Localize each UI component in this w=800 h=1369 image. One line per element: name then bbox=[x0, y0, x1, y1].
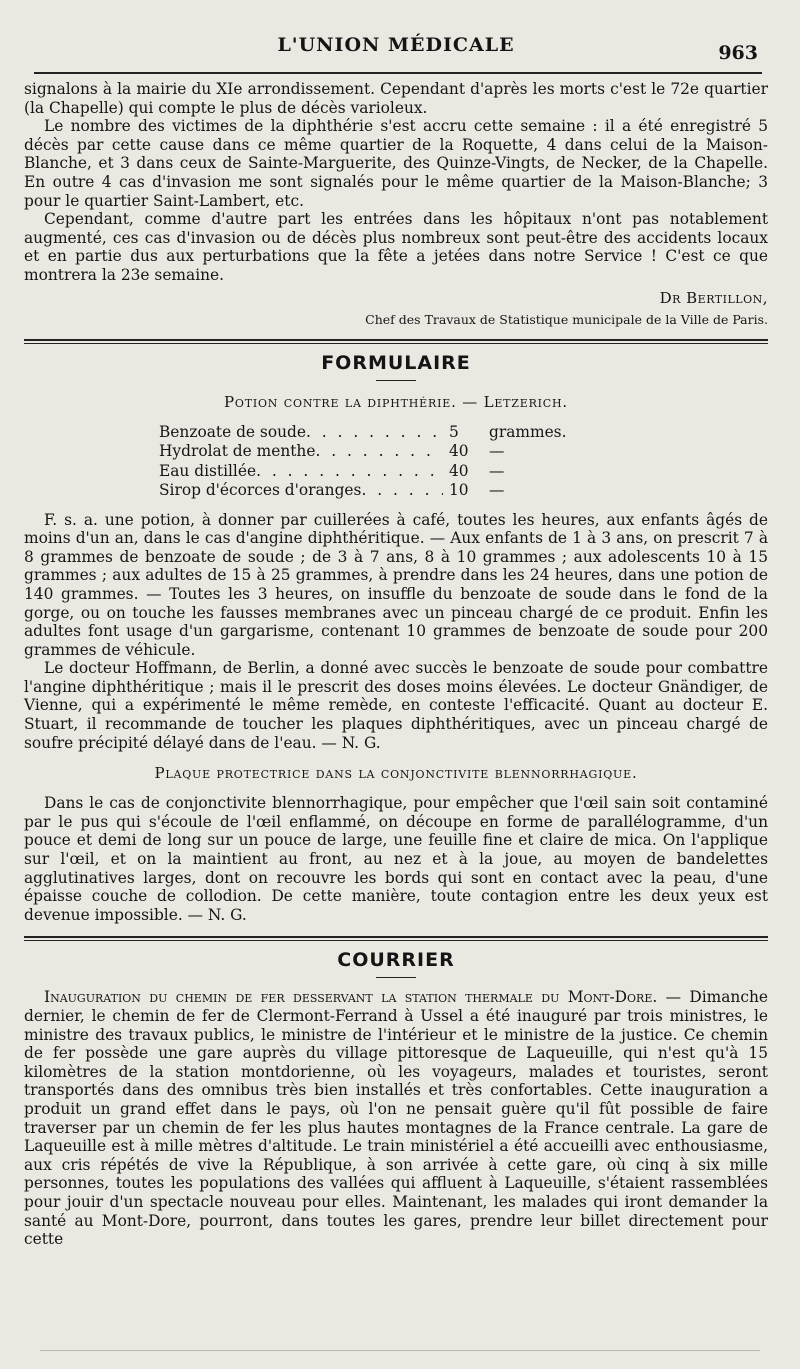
formulaire-section bbox=[24, 352, 768, 925]
ingredient-quantity: 10 bbox=[449, 481, 469, 500]
recipe-row bbox=[159, 481, 569, 501]
recipe-row bbox=[159, 462, 569, 482]
author-affiliation: Chef des Travaux de Statistique municipale de la Ville de Paris. bbox=[365, 311, 768, 327]
author-signature: Dr Bertillon, bbox=[659, 288, 768, 307]
ingredient-name: Sirop d'écorces d'oranges bbox=[159, 481, 362, 500]
spacer bbox=[24, 978, 768, 988]
ingredient-quantity: 40 bbox=[449, 442, 469, 461]
footer-rule bbox=[40, 1350, 760, 1351]
section-title-courrier: COURRIER bbox=[337, 949, 455, 972]
ingredient-name: Benzoate de soude bbox=[159, 422, 306, 441]
intro-paragraph-3: Cependant, comme d'autre part les entrées dans les hôpitaux n'ont pas notablement augmenté, ces cas d'invasion ou de décès plus nombreux sont peut-être des accidents locaux et en partie dus aux perturbations que la fête a jetées dans notre Service ! C'est ce que montrera la 23e semaine. bbox=[24, 210, 768, 284]
header-rule bbox=[34, 72, 762, 74]
recipe-row bbox=[159, 442, 569, 462]
recipe-list bbox=[159, 423, 569, 501]
leader-dots bbox=[361, 481, 443, 501]
intro-paragraph-1: signalons à la mairie du XIe arrondissement. Cependant d'après les morts c'est le 72e quartier (la Chapelle) qui compte le plus de décès varioleux. bbox=[24, 80, 768, 117]
section-title-formulaire: FORMULAIRE bbox=[321, 351, 471, 374]
title-underline bbox=[376, 380, 416, 381]
subsection-title-plaque: Plaque protectrice dans la conjonctivite blennorrhagique. bbox=[154, 764, 638, 783]
leader-dots bbox=[315, 442, 443, 462]
spacer bbox=[24, 501, 768, 511]
section-divider bbox=[24, 339, 768, 344]
intro-paragraph-2: Le nombre des victimes de la diphthérie s'est accru cette semaine : il a été enregistré 5 décès par cette cause dans ce même quartier de la Roquette, 4 dans celui de la Maison-Blanche, et 3 dans ceux de Sainte-Marguerite, des Quinze-Vingts, de Necker, de la Chapelle. En outre 4 cas d'invasion me sont signalés pour le même quartier de la Maison-Blanche; 3 pour le quartier Saint-Lambert, etc. bbox=[24, 117, 768, 210]
running-head bbox=[24, 0, 768, 72]
page-number: 963 bbox=[718, 42, 758, 64]
ingredient-name: Eau distillée bbox=[159, 461, 257, 480]
courrier-body: Dimanche dernier, le chemin de fer de Clermont-Ferrand à Ussel a été inauguré par trois ministres, le ministre des travaux publics, le ministre de l'intérieur et le ministre de la justice. Ce chemin de fer possède une gare auprès du village pittoresque de Laqueuille, qui n'est qu'à 15 kilomètres de la station montdorienne, où les voyageurs, malades et touristes, seront transportés dans des omnibus très bien installés et très confortables. Cette inauguration a produit un grand effet dans le pays, où l'on ne pensait guère qu'il fût possible de faire traverser par un chemin de fer les plus hautes montagnes de la France centrale. La gare de Laqueuille est à mille mètres d'altitude. Le train ministériel a été accueilli avec enthousiasme, aux cris répétés de vive la République, à son arrivée à cette gare, où cinq à six mille personnes, toutes les populations des vallées qui affluent à Laqueuille, s'étaient rassemblées pour jouir d'un spectacle nouveau pour elles. Maintenant, les malades qui iront demander la santé au Mont-Dore, pourront, dans toutes les gares, prendre leur billet directement pour cette bbox=[24, 988, 768, 1249]
leader-dots bbox=[256, 462, 443, 482]
section-divider bbox=[24, 936, 768, 941]
ingredient-quantity: 40 bbox=[449, 461, 469, 480]
courrier-lead: Inauguration du chemin de fer desservant la station thermale du Mont-Dore. — bbox=[44, 988, 682, 1007]
courrier-section bbox=[24, 949, 768, 1248]
ingredient-unit: — bbox=[489, 461, 505, 480]
courrier-paragraph-1 bbox=[24, 988, 768, 1248]
leader-dots bbox=[306, 423, 443, 443]
statistics-section bbox=[24, 80, 768, 327]
ingredient-unit: — bbox=[489, 442, 505, 461]
ingredient-unit: — bbox=[489, 481, 505, 500]
recipe-row bbox=[159, 423, 569, 443]
formulaire-paragraph-2: Le docteur Hoffmann, de Berlin, a donné avec succès le benzoate de soude pour combattre l'angine diphthéritique ; mais il le prescrit des doses moins élevées. Le docteur Gnändiger, de Vienne, qui a expérimenté le même remède, en conteste l'efficacité. Quant au docteur E. Stuart, il recommande de toucher les plaques diphthéritiques, avec un pinceau chargé de soufre précipité délayé dans de l'eau. — N. G. bbox=[24, 659, 768, 752]
formulaire-paragraph-1: F. s. a. une potion, à donner par cuillerées à café, toutes les heures, aux enfants âgés de moins d'un an, dans le cas d'angine diphthéritique. — Aux enfants de 1 à 3 ans, on prescrit 7 à 8 grammes de benzoate de soude ; de 3 à 7 ans, 8 à 10 grammes ; aux adolescents 10 à 15 grammes ; aux adultes de 15 à 25 grammes, à prendre dans les 24 heures, dans une potion de 140 grammes. — Toutes les 3 heures, on insuffle du benzoate de soude dans le fond de la gorge, ou on touche les fausses membranes avec un pinceau chargé de ce produit. Enfin les adultes font usage d'un gargarisme, contenant 10 grammes de benzoate de soude pour 200 grammes de véhicule. bbox=[24, 510, 768, 659]
ingredient-unit: grammes. bbox=[489, 422, 567, 441]
ingredient-name: Hydrolat de menthe bbox=[159, 442, 316, 461]
journal-title: L'UNION MÉDICALE bbox=[277, 34, 515, 56]
formulaire-paragraph-3: Dans le cas de conjonctivite blennorrhagique, pour empêcher que l'œil sain soit contaminé par le pus qui s'écoule de l'œil enflammé, on découpe en forme de parallélogramme, d'un pouce et demi de long sur un pouce de large, une feuille fine et claire de mica. On l'applique sur l'œil, et on la maintient au front, au nez et à la joue, au moyen de bandelettes agglutinatives larges, dont on recouvre les bords qui sont en contact avec la peau, d'une épaisse couche de collodion. De cette manière, toute contagion entre les deux yeux est devenue impossible. — N. G. bbox=[24, 794, 768, 924]
ingredient-quantity: 5 bbox=[449, 422, 459, 441]
recipe-title: Potion contre la diphthérie. — Letzerich. bbox=[224, 392, 568, 411]
